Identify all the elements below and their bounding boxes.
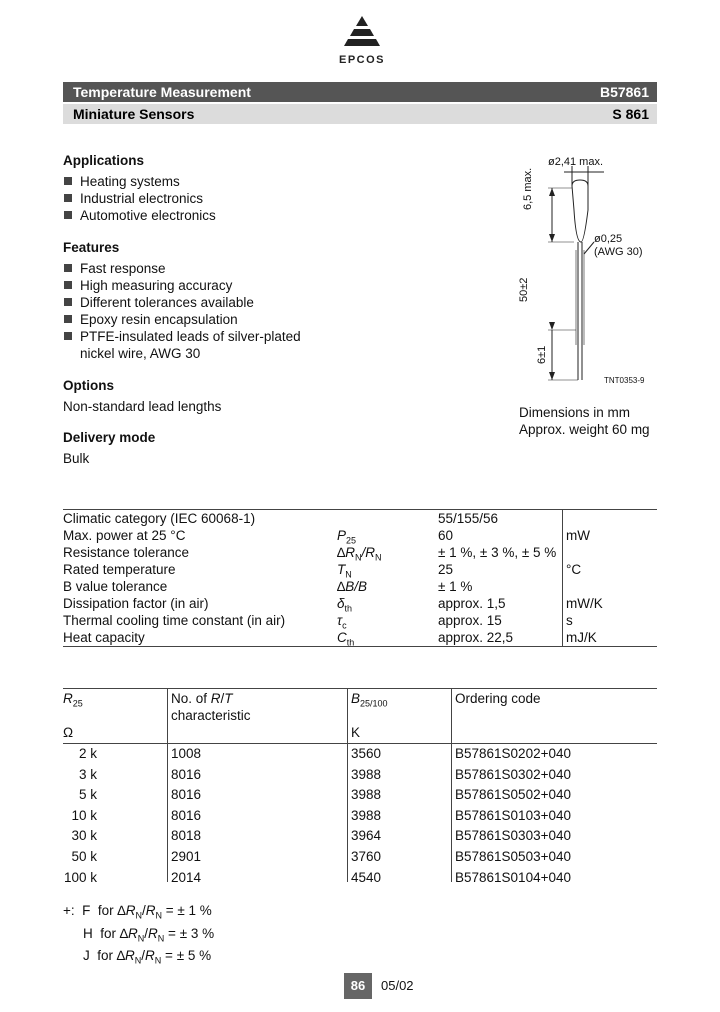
spec-unit: s bbox=[566, 613, 573, 628]
table-row: 30 k 8018 3964 B57861S0303+040 bbox=[71, 828, 571, 844]
options-title: Options bbox=[63, 378, 114, 393]
spec-value: 25 bbox=[438, 562, 454, 577]
bare-end-label: 6±1 bbox=[536, 345, 548, 364]
tolerance-footnote bbox=[63, 902, 214, 970]
subheader-bar bbox=[63, 104, 657, 124]
table-row: 3 k 8016 3988 B57861S0302+040 bbox=[78, 766, 571, 782]
part-number: B57861 bbox=[599, 84, 649, 100]
table-row: 2 k 1008 3560 B57861S0202+040 bbox=[78, 746, 571, 761]
drawing-id: TNT0353-9 bbox=[604, 376, 645, 385]
spec-param: Rated temperature bbox=[63, 562, 176, 577]
delivery-section bbox=[63, 430, 155, 467]
diameter-label: ø2,41 max. bbox=[548, 156, 604, 168]
table-row bbox=[63, 595, 657, 612]
list-item: High measuring accuracy bbox=[63, 277, 301, 294]
ordering-rows bbox=[63, 744, 657, 888]
rt-header-2: characteristic bbox=[171, 708, 251, 723]
table-row bbox=[63, 578, 657, 595]
list-item: Industrial electronics bbox=[63, 190, 216, 207]
spec-param: Heat capacity bbox=[63, 630, 145, 645]
features-list bbox=[63, 260, 301, 345]
spec-symbol: $\delta_{th}$ bbox=[337, 596, 353, 614]
footnote-line: J for $\Delta R_N/R_N$ = ± 5 % bbox=[83, 948, 212, 967]
features-section bbox=[63, 240, 301, 362]
spec-param: Dissipation factor (in air) bbox=[63, 596, 209, 611]
table-row bbox=[63, 561, 657, 578]
spec-value: 60 bbox=[438, 528, 454, 543]
spec-value: 55/155/56 bbox=[438, 511, 499, 526]
dimension-drawing bbox=[510, 150, 660, 390]
spec-symbol: $\Delta R_N/R_N$ bbox=[337, 545, 382, 563]
spec-value: ± 1 % bbox=[438, 579, 473, 594]
lead-length-label: 50±2 bbox=[518, 277, 530, 302]
spec-value: approx. 1,5 bbox=[438, 596, 506, 611]
units-note: Dimensions in mm bbox=[519, 405, 631, 420]
ordering-table bbox=[63, 688, 657, 888]
spec-unit: mJ/K bbox=[566, 630, 597, 645]
spec-param: B value tolerance bbox=[63, 579, 168, 594]
head-length-label: 6,5 max. bbox=[522, 167, 534, 210]
table-row bbox=[63, 629, 657, 646]
applications-title: Applications bbox=[63, 153, 145, 168]
spec-symbol: $T_N$ bbox=[337, 562, 352, 580]
spec-table bbox=[63, 509, 657, 647]
list-item: Automotive electronics bbox=[63, 207, 216, 224]
epcos-triangle-icon bbox=[332, 14, 392, 54]
footnote-line: H for $\Delta R_N/R_N$ = ± 3 % bbox=[83, 925, 215, 944]
brand-name: EPCOS bbox=[338, 54, 385, 66]
spec-value: approx. 22,5 bbox=[438, 630, 514, 645]
spec-value: ± 1 %, ± 3 %, ± 5 % bbox=[438, 545, 557, 560]
list-item: Heating systems bbox=[63, 173, 216, 190]
list-item: Epoxy resin encapsulation bbox=[63, 311, 301, 328]
table-row: 50 k 2901 3760 B57861S0503+040 bbox=[71, 848, 571, 864]
spec-unit: °C bbox=[566, 562, 582, 577]
table-row bbox=[63, 527, 657, 544]
spec-param: Climatic category (IEC 60068-1) bbox=[63, 511, 256, 526]
table-row: 5 k 8016 3988 B57861S0502+040 bbox=[78, 787, 571, 803]
list-item: Fast response bbox=[63, 260, 301, 277]
table-row bbox=[63, 612, 657, 629]
spec-symbol: $C_{th}$ bbox=[337, 630, 355, 648]
applications-section bbox=[63, 153, 216, 224]
applications-list bbox=[63, 173, 216, 224]
footnote-line: +: F for $\Delta R_N/R_N$ = ± 1 % bbox=[63, 903, 212, 921]
spec-param: Max. power at 25 °C bbox=[63, 528, 186, 543]
features-title: Features bbox=[63, 240, 120, 255]
b-unit: K bbox=[351, 725, 361, 740]
spec-unit: mW/K bbox=[566, 596, 603, 611]
list-item: Different tolerances available bbox=[63, 294, 301, 311]
table-row: 10 k 8016 3988 B57861S0103+040 bbox=[71, 807, 571, 823]
spec-unit: mW bbox=[566, 528, 590, 543]
spec-value: approx. 15 bbox=[438, 613, 502, 628]
epcos-logo bbox=[332, 14, 392, 72]
options-text: Non-standard lead lengths bbox=[63, 399, 222, 414]
b-header: $B_{25/100}$ bbox=[351, 691, 388, 709]
list-item: PTFE-insulated leads of silver-plated bbox=[63, 328, 301, 345]
spec-symbol: $P_{25}$ bbox=[337, 528, 357, 546]
feature-continuation: nickel wire, AWG 30 bbox=[80, 346, 201, 361]
lead-diameter-label: ø0,25 bbox=[594, 233, 623, 245]
spec-param: Thermal cooling time constant (in air) bbox=[63, 613, 286, 628]
header-bar bbox=[63, 82, 657, 102]
table-row bbox=[63, 544, 657, 561]
category-title: Temperature Measurement bbox=[73, 84, 251, 100]
rt-header: No. of R/T bbox=[171, 691, 233, 706]
r25-unit: Ω bbox=[63, 725, 74, 740]
spec-symbol: ∆B/B bbox=[337, 579, 368, 594]
spec-symbol: $\tau_c$ bbox=[337, 613, 347, 631]
weight-note: Approx. weight 60 mg bbox=[519, 422, 650, 437]
table-row: 100 k 2014 4540 B57861S0104+040 bbox=[63, 869, 571, 885]
r25-header: $R_{25}$ bbox=[63, 691, 83, 709]
page-number: 86 bbox=[344, 973, 372, 999]
series-label: S 861 bbox=[612, 106, 649, 122]
delivery-title: Delivery mode bbox=[63, 430, 156, 445]
issue-date: 05/02 bbox=[381, 978, 414, 993]
delivery-text: Bulk bbox=[63, 451, 90, 466]
code-header: Ordering code bbox=[455, 691, 541, 706]
table-row bbox=[63, 510, 657, 527]
spec-param: Resistance tolerance bbox=[63, 545, 190, 560]
subtitle: Miniature Sensors bbox=[73, 106, 195, 122]
lead-awg-label: (AWG 30) bbox=[594, 246, 643, 258]
options-section bbox=[63, 378, 221, 415]
table-header bbox=[63, 688, 657, 744]
